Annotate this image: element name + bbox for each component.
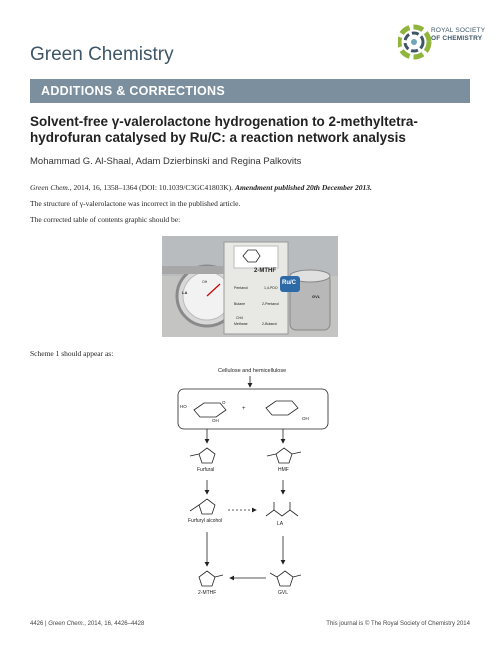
toc-label-2butanol: 2-Butanol (262, 322, 277, 326)
toc-label-ruc: Ru/C (282, 280, 296, 286)
toc-label-pentanol: Pentanol (234, 286, 248, 290)
article-title: Solvent-free γ-valerolactone hydrogenation to 2-methyltetra-hydrofuran catalysed by Ru/C: a reaction network analysis (30, 114, 418, 145)
scheme-label-furfuryl-alcohol: Furfuryl alcohol (188, 518, 223, 524)
article-authors: Mohammad G. Al-Shaal, Adam Dzierbinski and Regina Palkovits (30, 156, 302, 167)
footer-citation: , 2014, 16, 4426–4428 (84, 621, 145, 627)
scheme-label-furfural: Furfural (197, 467, 215, 473)
body-paragraph-1: The structure of γ-valerolactone was incorrect in the published article. (30, 199, 241, 208)
toc-label-oh: OH (202, 280, 208, 284)
toc-label-butane: Butane (234, 302, 246, 306)
publisher-line-1: ROYAL SOCIETY (431, 27, 486, 34)
toc-label-2pentanol: 2-Pentanol (262, 302, 279, 306)
footer-left (30, 621, 144, 627)
scheme-label-2mthf: 2-MTHF (198, 590, 217, 596)
publisher-name (431, 27, 485, 42)
body-paragraph-2: The corrected table of contents graphic should be: (30, 215, 181, 224)
toc-label-2mthf: 2-MTHF (254, 268, 276, 274)
section-label: ADDITIONS & CORRECTIONS (41, 84, 225, 98)
citation-rest: , 2014, 16, 1358–1364 (DOI: 10.1039/C3GC41803K). (69, 183, 235, 192)
toc-label-gvl: GVL (312, 294, 321, 299)
footer-right: This journal is © The Royal Society of Chemistry 2014 (326, 621, 470, 627)
toc-label-14pdo: 1,4-PDO (264, 286, 278, 290)
footer-journal: Green Chem. (48, 621, 85, 627)
scheme-top-label: Cellulose and hemicellulose (218, 368, 287, 374)
toc-label-methane: Methane (234, 322, 248, 326)
scheme-1 (170, 366, 340, 618)
scheme-atom-ho: HO (180, 404, 187, 409)
citation (30, 183, 372, 192)
scheme-atom-oh: OH (212, 418, 219, 423)
journal-title: Green Chemistry (30, 44, 174, 65)
publisher-line-2: OF CHEMISTRY (431, 34, 483, 42)
toc-label-la: LA (182, 290, 188, 295)
citation-amendment: Amendment published 20th December 2013. (234, 183, 372, 192)
scheme-label-gvl: GVL (278, 590, 289, 596)
scheme-label-la: LA (277, 521, 284, 527)
footer-page: 4426 | (30, 621, 49, 627)
scheme-atom-o: O (222, 400, 226, 405)
body-paragraph-3: Scheme 1 should appear as: (30, 349, 114, 358)
scheme-label-hmf: HMF (278, 467, 289, 473)
section-band (30, 79, 470, 103)
scheme-plus: + (242, 406, 246, 412)
citation-journal: Green Chem. (30, 183, 70, 192)
toc-label-ch4: CH4 (236, 316, 244, 320)
scheme-atom-oh-2: OH (302, 416, 309, 421)
toc-graphic (162, 236, 338, 337)
